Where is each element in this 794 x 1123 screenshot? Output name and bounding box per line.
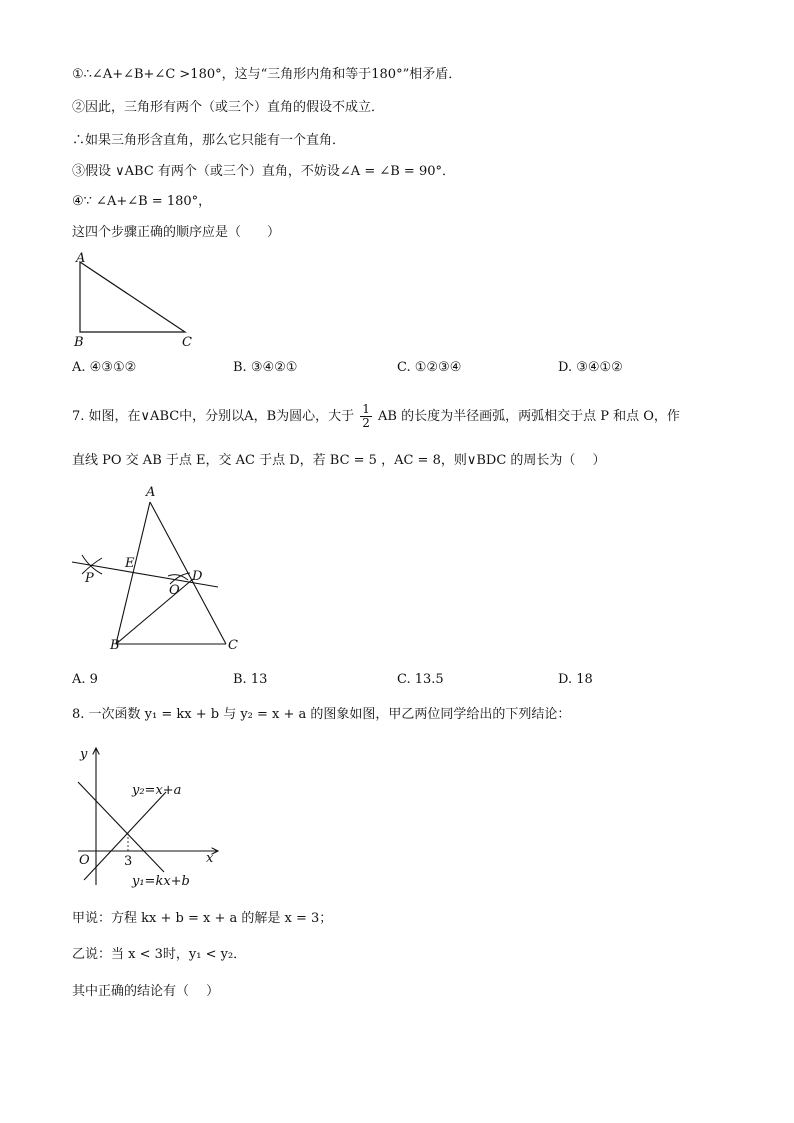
q7-label-c: C [228, 638, 238, 653]
q7-figure [68, 484, 238, 656]
q6-option-a: A. ④③①② [72, 360, 137, 375]
q7-frac-den: 2 [362, 416, 370, 430]
q6-option-b: B. ③④②① [233, 360, 298, 375]
q7-label-o: O [169, 583, 180, 598]
q7-option-b: B. 13 [233, 672, 268, 687]
q7-line1-start: 7. 如图，在∨ABC中，分别以A，B为圆心，大于 [72, 409, 355, 424]
q6-step3: ③假设 ∨ABC 有两个（或三个）直角，不妨设∠A = ∠B = 90°． [72, 164, 455, 179]
q8-label-o: O [79, 853, 90, 868]
q6-label-c: C [182, 335, 192, 350]
q8-yi: 乙说：当 x < 3时，y₁ < y₂． [72, 947, 247, 962]
q7-line2: 直线 PO 交 AB 于点 E，交 AC 于点 D，若 BC = 5 ，AC = 8，则∨BDC 的周长为（ ） [72, 453, 606, 468]
q7-label-a: A [146, 485, 156, 500]
q7-fraction [360, 403, 372, 430]
q6-triangle [80, 262, 185, 332]
q7-option-a: A. 9 [72, 672, 98, 687]
q6-step1: ①∴∠A+∠B+∠C >180°，这与“三角形内角和等于180°”相矛盾． [72, 67, 462, 82]
q8-label-3: 3 [124, 854, 133, 869]
q7-frac-num: 1 [362, 402, 370, 416]
q7-label-d: D [192, 569, 203, 584]
q6-step4: ④∵ ∠A+∠B = 180°， [72, 194, 212, 209]
q6-option-d: D. ③④①② [558, 360, 623, 375]
q8-label-y1: y₁=kx+b [132, 874, 190, 889]
q7-label-p: P [85, 571, 94, 586]
q6-label-a: A [76, 251, 86, 266]
q7-label-b: B [110, 638, 120, 653]
q7-option-d: D. 18 [558, 672, 593, 687]
q8-label-y: y [80, 747, 88, 762]
q8-question: 其中正确的结论有（ ） [72, 984, 220, 999]
q6-question: 这四个步骤正确的顺序应是（ ） [72, 225, 281, 240]
q7-label-e: E [125, 556, 135, 571]
q6-label-b: B [74, 335, 84, 350]
q6-conclusion: ∴如果三角形含直角，那么它只能有一个直角． [72, 133, 346, 148]
q7-line1 [72, 403, 680, 430]
q8-label-x: x [206, 851, 214, 866]
q7-line1-end: AB 的长度为半径画弧，两弧相交于点 P 和点 O，作 [378, 409, 680, 424]
q7-option-c: C. 13.5 [397, 672, 444, 687]
q8-label-y2: y₂=x+a [132, 783, 182, 798]
q6-option-c: C. ①②③④ [397, 360, 462, 375]
q8-line1: 8. 一次函数 y₁ = kx + b 与 y₂ = x + a 的图象如图，甲乙两位同学给出的下列结论： [72, 707, 571, 722]
q6-step2: ②因此，三角形有两个（或三个）直角的假设不成立． [72, 100, 385, 115]
q6-triangle-figure [70, 250, 210, 350]
q8-graph-figure [70, 740, 230, 892]
q8-jia: 甲说：方程 kx + b = x + a 的解是 x = 3； [72, 911, 333, 926]
